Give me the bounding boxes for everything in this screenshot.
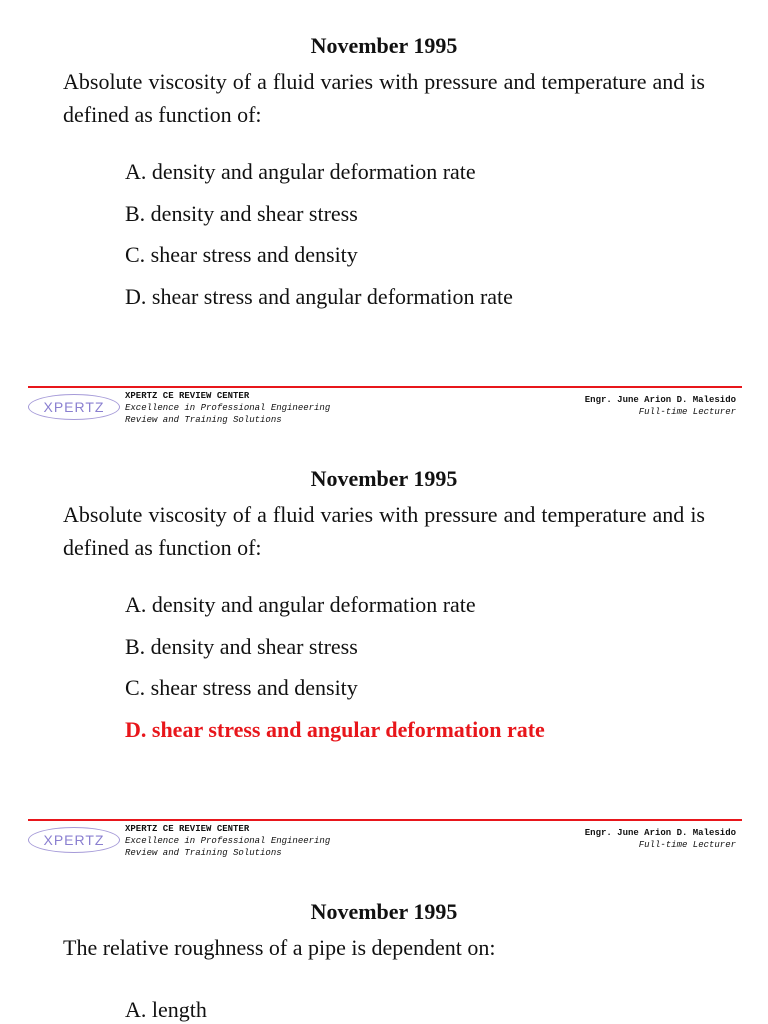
- footer-rule: [28, 819, 742, 821]
- lecturer-name: Engr. June Arion D. Malesido: [584, 395, 736, 405]
- choice-b: B. density and shear stress: [125, 634, 358, 659]
- xpertz-logo: XPERTZ: [28, 827, 120, 853]
- org-info: [125, 823, 330, 859]
- xpertz-logo: XPERTZ: [28, 394, 120, 420]
- choice-c: C. shear stress and density: [125, 242, 358, 267]
- choice-d: D. shear stress and angular deformation rate: [125, 284, 513, 309]
- choice-a: A. length: [125, 997, 207, 1022]
- lecturer-role: Full-time Lecturer: [638, 407, 736, 417]
- choice-a: A. density and angular deformation rate: [125, 159, 476, 184]
- slide-footer: [0, 819, 768, 865]
- org-name: XPERTZ CE REVIEW CENTER: [125, 391, 250, 401]
- slide-title: November 1995: [310, 466, 458, 491]
- choice-a: A. density and angular deformation rate: [125, 592, 476, 617]
- choice-d-answer: D. shear stress and angular deformation rate: [125, 717, 545, 742]
- slide-title: November 1995: [310, 33, 458, 58]
- lecturer-name: Engr. June Arion D. Malesido: [584, 828, 736, 838]
- org-info: [125, 390, 330, 426]
- slide-footer: [0, 386, 768, 432]
- question-text: Absolute viscosity of a fluid varies with pressure and temperature and is defined as function of:: [63, 69, 705, 127]
- lecturer-info: [585, 394, 736, 418]
- question-text: The relative roughness of a pipe is dependent on:: [63, 935, 496, 960]
- org-tagline-1: Excellence in Professional Engineering: [125, 403, 331, 413]
- org-tagline-2: Review and Training Solutions: [125, 848, 282, 858]
- lecturer-info: [585, 827, 736, 851]
- choice-c: C. shear stress and density: [125, 675, 358, 700]
- lecturer-role: Full-time Lecturer: [638, 840, 736, 850]
- footer-rule: [28, 386, 742, 388]
- org-name: XPERTZ CE REVIEW CENTER: [125, 824, 250, 834]
- org-tagline-1: Excellence in Professional Engineering: [125, 836, 331, 846]
- slide-title: November 1995: [310, 899, 458, 924]
- choice-b: B. density and shear stress: [125, 201, 358, 226]
- org-tagline-2: Review and Training Solutions: [125, 415, 282, 425]
- question-text: Absolute viscosity of a fluid varies with pressure and temperature and is defined as function of:: [63, 502, 705, 560]
